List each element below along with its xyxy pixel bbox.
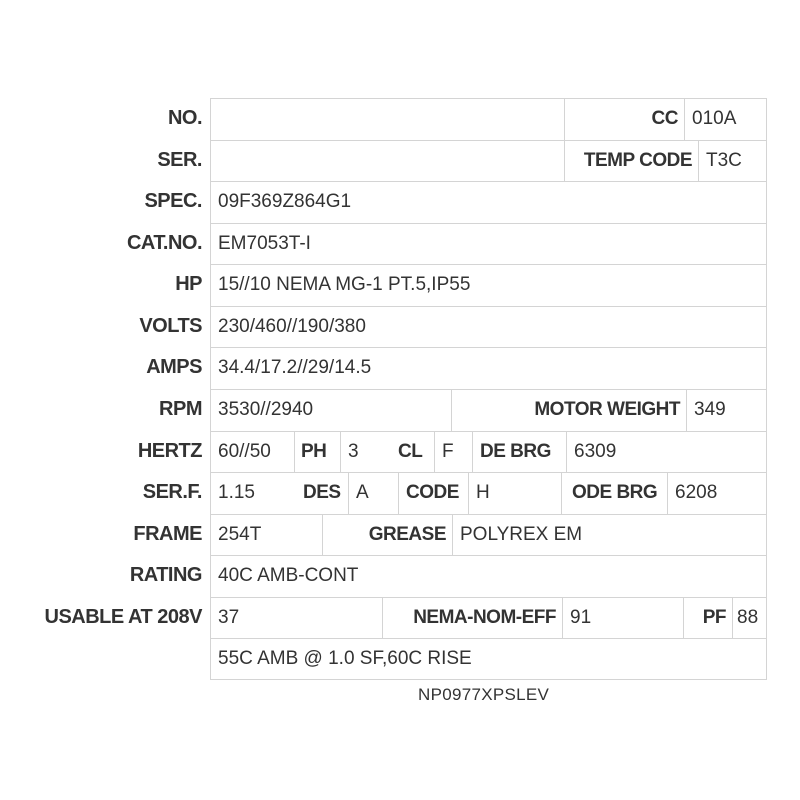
- no-value: [210, 98, 564, 140]
- pf-label: PF: [683, 597, 732, 638]
- amps-value: 34.4/17.2//29/14.5: [210, 347, 767, 389]
- ph-label: PH: [294, 431, 340, 472]
- grease-value: POLYREX EM: [452, 514, 767, 555]
- ode-brg-value: 6208: [667, 472, 767, 514]
- code-value: H: [468, 472, 561, 514]
- de-brg-value: 6309: [566, 431, 767, 472]
- usable-at-208v-value: 37: [210, 597, 382, 638]
- temp-code-value: T3C: [698, 140, 767, 181]
- des-label: DES: [294, 472, 348, 514]
- table-bottom-border: [210, 679, 767, 680]
- des-value: A: [348, 472, 398, 514]
- de-brg-label: DE BRG: [472, 431, 566, 472]
- label-volts: VOLTS: [139, 315, 202, 337]
- label-rating: RATING: [129, 564, 202, 586]
- motor-weight-label: MOTOR WEIGHT: [451, 389, 686, 431]
- label-spec: SPEC.: [144, 190, 202, 212]
- ode-brg-label: ODE BRG: [561, 472, 667, 514]
- label-cat-no: CAT.NO.: [126, 232, 202, 254]
- cc-value: 010A: [684, 98, 767, 140]
- label-hertz: HERTZ: [137, 440, 202, 462]
- note-value: 55C AMB @ 1.0 SF,60C RISE: [210, 638, 767, 680]
- cl-label: CL: [396, 431, 434, 472]
- hertz-value: 60//50: [210, 431, 294, 472]
- label-usable-at-208v: USABLE AT 208V: [44, 606, 202, 628]
- label-amps: AMPS: [146, 356, 202, 378]
- ser-f-value: 1.15: [210, 472, 294, 514]
- label-hp: HP: [175, 273, 202, 295]
- hp-value: 15//10 NEMA MG-1 PT.5,IP55: [210, 264, 767, 306]
- pf-value: 88: [732, 597, 767, 638]
- spec-value: 09F369Z864G1: [210, 181, 767, 223]
- cc-label: CC: [564, 98, 684, 140]
- nema-nom-eff-value: 91: [562, 597, 683, 638]
- motor-weight-value: 349: [686, 389, 767, 431]
- part-number-footer: NP0977XPSLEV: [418, 685, 550, 704]
- rating-value: 40C AMB-CONT: [210, 555, 767, 597]
- cl-value: F: [434, 431, 472, 472]
- rpm-value: 3530//2940: [210, 389, 451, 431]
- temp-code-label: TEMP CODE: [564, 140, 698, 181]
- nameplate-table: [210, 98, 767, 680]
- label-ser-f: SER.F.: [142, 481, 202, 503]
- label-no: NO.: [167, 107, 202, 129]
- table-right-border: [766, 98, 767, 680]
- label-ser: SER.: [157, 149, 202, 171]
- ser-value: [210, 140, 564, 181]
- label-frame: FRAME: [133, 523, 202, 545]
- label-rpm: RPM: [159, 398, 202, 420]
- code-label: CODE: [398, 472, 468, 514]
- grease-label: GREASE: [322, 514, 452, 555]
- volts-value: 230/460//190/380: [210, 306, 767, 347]
- cat-no-value: EM7053T-I: [210, 223, 767, 264]
- nema-nom-eff-label: NEMA-NOM-EFF: [382, 597, 562, 638]
- ph-value: 3: [340, 431, 396, 472]
- frame-value: 254T: [210, 514, 322, 555]
